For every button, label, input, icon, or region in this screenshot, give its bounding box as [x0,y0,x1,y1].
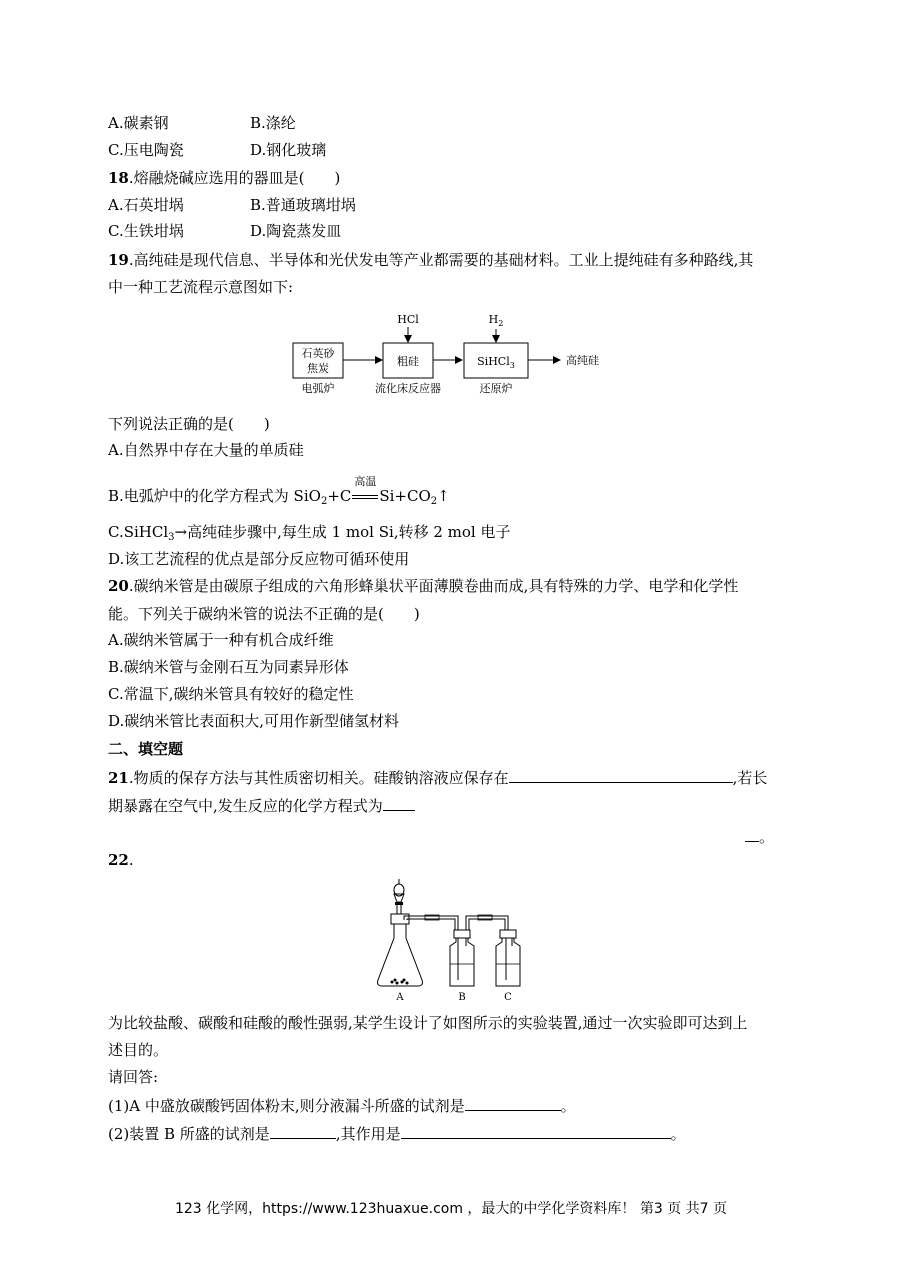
q22-apparatus-diagram [370,876,540,1004]
q21-blank-1[interactable] [509,767,733,783]
q19-number: 19 [108,251,129,269]
q19-option-c: C.SiHCl$_3$→高纯硅步骤中,每生成 1 mol Si,转移 2 mol 电子 [108,523,511,543]
q18-option-b: B.普通玻璃坩埚 [250,196,356,214]
q19-option-a: A.自然界中存在大量的单质硅 [108,441,304,459]
q22-part1: (1)A 中盛放碳酸钙固体粉末,则分液漏斗所盛的试剂是 。 [108,1097,576,1115]
q22-number: 22 [108,851,129,869]
q17-option-c: C.压电陶瓷 [108,141,184,159]
flow-product: 高纯硅 [566,354,599,367]
apparatus-label-a: A [396,992,404,1003]
q19-option-d: D.该工艺流程的优点是部分反应物可循环使用 [108,550,410,568]
q22-intro-line1: 为比较盐酸、碳酸和硅酸的酸性强弱,某学生设计了如图所示的实验装置,通过一次实验即可达到上 [108,1014,748,1032]
q19-flow-diagram [290,310,640,400]
q22-blank-1[interactable] [465,1095,561,1111]
q18-option-a: A.石英坩埚 [108,196,184,214]
q19-stem-line1 [108,250,753,270]
flow-input-hcl: HCl [397,313,419,326]
q20-stem-line2: 能。下列关于碳纳米管的说法不正确的是( ) [108,605,420,623]
flow-box3-text: SiHCl$_3$ [477,355,515,370]
q17-option-b: B.涤纶 [250,114,296,132]
q17-option-a: A.碳素钢 [108,114,169,132]
flow-box1-line2: 焦炭 [307,362,329,375]
q22-part2: (2)装置 B 所盛的试剂是 ,其作用是 。 [108,1125,686,1143]
q22-number-line: 22. [108,851,134,869]
q22-blank-2[interactable] [270,1123,336,1139]
flow-box3-label: 还原炉 [479,382,513,395]
reaction-condition: 高温 [351,486,379,506]
flow-box2-text: 粗硅 [397,355,419,368]
flow-box1-line1: 石英砂 [301,347,335,360]
q21-blank-2-cont[interactable] [745,826,759,842]
apparatus-label-c: C [504,992,512,1003]
q22-ask: 请回答: [108,1068,159,1086]
q20-option-b: B.碳纳米管与金刚石互为同素异形体 [108,658,349,676]
q18-number: 18 [108,169,129,187]
q18-option-c: C.生铁坩埚 [108,222,184,240]
q20-option-c: C.常温下,碳纳米管具有较好的稳定性 [108,685,354,703]
q20-option-a: A.碳纳米管属于一种有机合成纤维 [108,631,334,649]
q21-blank-2[interactable] [383,795,415,811]
q20-number: 20 [108,577,129,595]
section-heading-fill-in: 二、填空题 [108,740,184,758]
q22-blank-3[interactable] [401,1123,671,1139]
q21-line3: 。 [745,826,774,847]
flow-input-h2: $H_2$ [488,313,504,328]
q18-option-d: D.陶瓷蒸发皿 [250,222,342,240]
q20-stem-line1: 20.碳纳米管是由碳原子组成的六角形蜂巢状平面薄膜卷曲而成,具有特殊的力学、电学和化学性 [108,577,739,595]
apparatus-label-b: B [458,992,466,1003]
q18-stem [108,168,340,188]
q21-line2: 期暴露在空气中,发生反应的化学方程式为 [108,795,415,816]
q19-option-b: B.电弧炉中的化学方程式为 SiO$_2$+C 高温 $Si+CO_2↑$ [108,475,450,507]
q20-option-d: D.碳纳米管比表面积大,可用作新型储氢材料 [108,712,400,730]
flow-box2-label: 流化床反应器 [375,382,441,395]
q19-stem-line2: 中一种工艺流程示意图如下: [108,278,294,296]
q19-stem-text: .高纯硅是现代信息、半导体和光伏发电等产业都需要的基础材料。工业上提纯硅有多种路线,其 [128,251,754,269]
q17-option-d: D.钢化玻璃 [250,141,327,159]
page-footer: 123 化学网，https://www.123huaxue.com ，最大的中学化学资料库！ 第3 页 共7 页 [174,1201,728,1217]
q18-stem-text: .熔融烧碱应选用的器皿是( ) [128,169,341,187]
q19-prompt: 下列说法正确的是( ) [108,415,270,433]
flow-box1-label: 电弧炉 [301,382,335,395]
q21-line1: 21.物质的保存方法与其性质密切相关。硅酸钠溶液应保存在 ,若长 [108,769,768,787]
q22-intro-line2: 述目的。 [108,1041,169,1059]
q21-number: 21 [108,769,129,787]
